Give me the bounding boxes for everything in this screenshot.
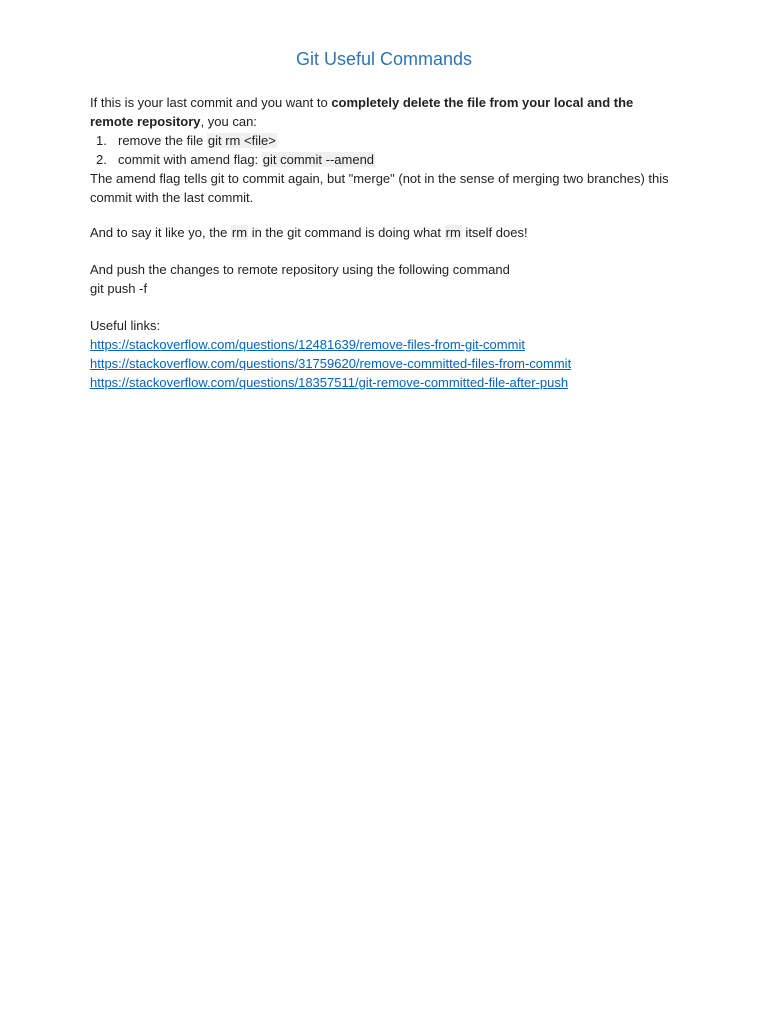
push-text: And push the changes to remote repository using the following command <box>90 262 510 277</box>
step-number: 1. <box>96 133 107 148</box>
rm-sentence <box>90 223 680 242</box>
list-item <box>90 131 680 150</box>
paragraph-spacer <box>90 298 680 316</box>
paragraph-spacer <box>90 242 680 260</box>
step-label: remove the file <box>118 133 207 148</box>
document-title: Git Useful Commands <box>295 49 473 69</box>
intro-text-before: If this is your last commit and you want to <box>90 95 332 110</box>
rm-sentence-part3: itself does! <box>461 225 528 240</box>
links-heading: Useful links: <box>90 318 161 333</box>
intro-bold-text: completely delete the file from your local and the remote repository <box>90 95 634 129</box>
rm-sentence-part2: in the git command is doing what <box>248 225 445 240</box>
list-item <box>90 150 680 169</box>
rm-code-2: rm <box>445 225 461 240</box>
rm-sentence-part1: And to say it like yo, the <box>90 225 231 240</box>
step-code: git rm <file> <box>207 133 276 148</box>
intro-text-after: , you can: <box>200 114 257 129</box>
push-command: git push -f <box>90 281 148 296</box>
step-code: git commit --amend <box>262 152 375 167</box>
step-number: 2. <box>96 152 107 167</box>
link-git-remove-committed-file-after-push[interactable]: https://stackoverflow.com/questions/18357511/git-remove-committed-file-after-push <box>90 375 569 390</box>
steps-list <box>90 131 680 169</box>
paragraph-spacer <box>90 207 680 223</box>
amend-explanation: The amend flag tells git to commit again, but "merge" (not in the sense of merging two branches) this commit with the last commit. <box>90 171 669 205</box>
document-body <box>90 93 680 392</box>
link-remove-files-from-git-commit[interactable]: https://stackoverflow.com/questions/12481639/remove-files-from-git-commit <box>90 337 525 352</box>
rm-code-1: rm <box>231 225 248 240</box>
link-remove-committed-files-from-commit[interactable]: https://stackoverflow.com/questions/31759620/remove-committed-files-from-commit <box>90 356 572 371</box>
step-label: commit with amend flag: <box>118 152 262 167</box>
intro-paragraph <box>90 93 680 131</box>
